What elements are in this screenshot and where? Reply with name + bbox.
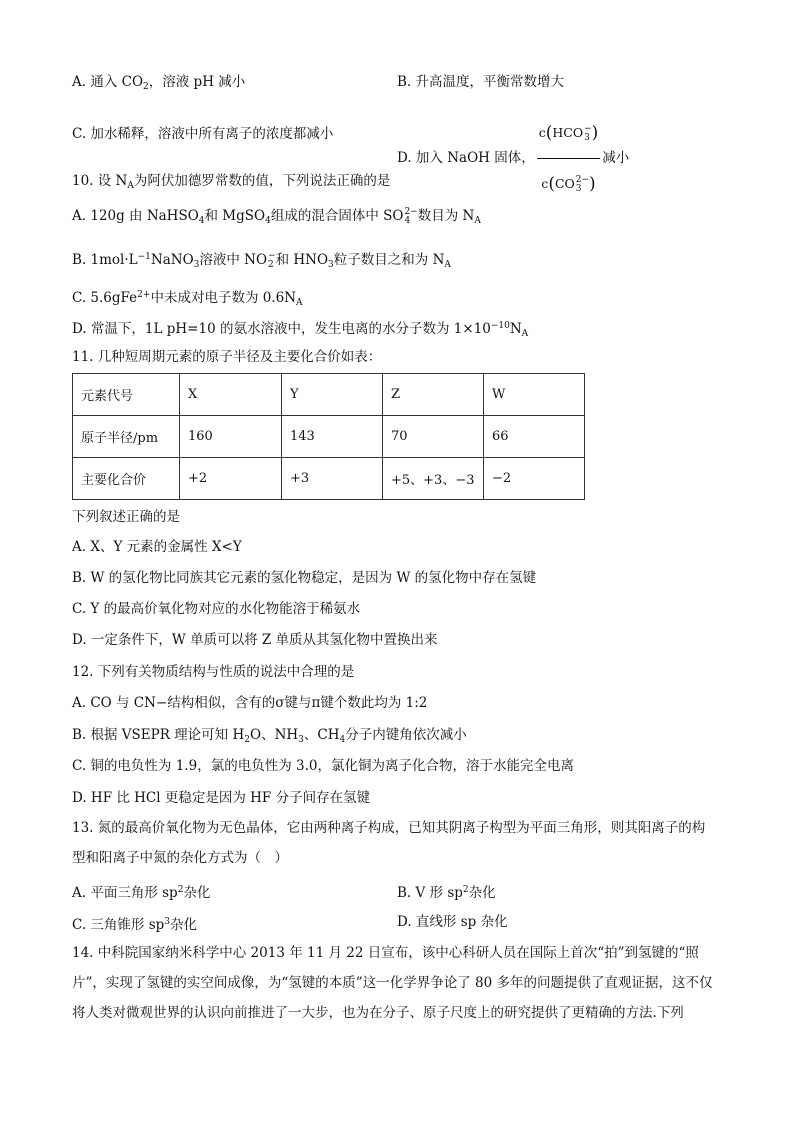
superscript: 2	[462, 885, 469, 895]
text: 杂化	[183, 885, 211, 901]
superscript: −1	[137, 252, 151, 262]
text: B. 根据 VSEPR 理论可知 H	[72, 727, 245, 743]
superscript: −10	[490, 321, 510, 331]
subscript: 2	[143, 82, 149, 92]
subscript: 3	[193, 260, 200, 270]
q13-option-b	[397, 881, 496, 902]
table-header-row	[73, 374, 585, 416]
q11-option-a: A. X、Y 元素的金属性 X<Y	[72, 539, 242, 555]
q9-option-b: B. 升高温度，平衡常数增大	[397, 74, 565, 90]
table-cell: 66	[484, 416, 585, 458]
text: A. 平面三角形 sp	[72, 885, 178, 901]
table-cell: 143	[282, 416, 383, 458]
subscript: 2	[268, 259, 274, 270]
q12-option-a: A. CO 与 CN−结构相似，含有的σ键与π键个数此均为 1:2	[72, 695, 428, 711]
text: 溶液中 NO	[199, 252, 268, 268]
text: 粒子数目之和为 N	[333, 252, 445, 268]
text: 杂化	[468, 885, 496, 901]
paren: (	[545, 123, 553, 143]
subscript: 4	[404, 215, 411, 226]
table-cell: W	[484, 374, 585, 416]
subscript: A	[474, 216, 481, 226]
q13-option-a	[72, 881, 210, 902]
subscript: 4	[198, 216, 205, 226]
subscript: A	[444, 260, 451, 270]
q10-option-a	[72, 207, 481, 230]
charge: −	[268, 250, 276, 261]
q13-option-d: D. 直线形 sp 杂化	[397, 914, 508, 930]
text: 数目为 N	[417, 208, 475, 224]
q9-option-a	[72, 73, 245, 96]
q10-option-c	[72, 286, 303, 312]
subscript: 3	[584, 132, 590, 143]
subscript: 3	[575, 183, 582, 194]
superscript: 3	[164, 917, 171, 927]
table-row	[73, 416, 585, 458]
fraction-numerator	[537, 110, 601, 159]
q10-option-b	[72, 248, 451, 274]
q12-option-c: C. 铜的电负性为 1.9，氯的电负性为 3.0，氯化铜为离子化合物，溶于水能完全电离	[72, 758, 574, 774]
table-cell: Z	[383, 374, 484, 416]
ion: CO	[554, 176, 575, 191]
q13-stem: 13. 氮的最高价氧化物为无色晶体，它由两种离子构成，已知其阴离子构型为平面三角形，则其阳离子的构型和阳离子中氮的杂化方式为（ ）	[72, 820, 706, 866]
subscript: 2	[244, 735, 250, 745]
q11-option-d: D. 一定条件下，W 单质可以将 Z 单质从其氢化物中置换出来	[72, 632, 438, 648]
text: 分子内键角依次减小	[345, 727, 467, 743]
element-table	[72, 373, 585, 500]
text: 和 HNO	[275, 252, 329, 268]
q11-after-table: 下列叙述正确的是	[72, 509, 180, 525]
subscript: 3	[328, 260, 334, 270]
q10-stem	[72, 172, 390, 195]
ion-charge	[268, 252, 276, 270]
q9-option-a-text: ，溶液 pH 减小	[148, 74, 246, 90]
table-cell: Y	[282, 374, 383, 416]
table-cell: +5、+3、−3	[383, 458, 484, 500]
ion: HCO	[552, 125, 584, 140]
table-cell: −2	[484, 458, 585, 500]
q10-stem-text: 为阿伏加德罗常数的值，下列说法正确的是	[133, 173, 391, 189]
table-cell: +3	[282, 458, 383, 500]
q13-option-c	[72, 913, 197, 934]
superscript: 2	[177, 885, 184, 895]
text: D. 常温下，1L pH=10 的氨水溶液中，发生电离的水分子数为 1×10	[72, 321, 491, 337]
paren: )	[591, 123, 599, 143]
text: NaNO	[150, 252, 194, 268]
text: 和 MgSO	[204, 208, 266, 224]
subscript: A	[521, 329, 529, 339]
superscript: 2+	[137, 290, 151, 300]
q14-text: 14. 中科院国家纳米科学中心 2013 年 11 月 22 日宣布，该中心科研人员在国际上首次“拍”到氢键的“照片”，实现了氢键的实空间成像，为“氢键的本质”这一化学界争论了 80 多年的问题提供了直观证据，这不仅将人类对微观世界的认识向前推进了一大步，也为在分子、原子尺度上的研究提供了更精确的方法.下列	[72, 945, 713, 1021]
subscript: A	[127, 181, 134, 191]
paren: (	[548, 174, 555, 194]
ion-charge	[404, 208, 417, 226]
table-row	[73, 458, 585, 500]
q9-option-a-text: A. 通入 CO	[72, 74, 144, 90]
q9-option-d-text: D. 加入 NaOH 固体，	[397, 150, 535, 166]
fraction-denominator	[539, 159, 597, 207]
table-cell: X	[180, 374, 282, 416]
text: 杂化	[170, 917, 198, 933]
q9-option-c: C. 加水稀释，溶液中所有离子的浓度都减小	[72, 126, 334, 142]
q12-option-b	[72, 726, 467, 749]
text: B. V 形 sp	[397, 885, 463, 901]
text: 组成的混合固体中 SO	[270, 208, 404, 224]
q10-stem-text: 10. 设 N	[72, 173, 128, 189]
q9-option-d	[397, 110, 629, 207]
text: A. 120g 由 NaHSO	[72, 208, 199, 224]
table-cell: 主要化合价	[73, 458, 180, 500]
table-cell: +2	[180, 458, 282, 500]
text: 、CH	[303, 727, 340, 743]
charge: −	[584, 123, 592, 134]
q11-option-c: C. Y 的最高价氧化物对应的水化物能溶于稀氨水	[72, 601, 361, 617]
ion-charge	[576, 176, 589, 194]
table-cell: 160	[180, 416, 282, 458]
q12-option-d: D. HF 比 HCl 更稳定是因为 HF 分子间存在氢键	[72, 790, 371, 806]
text: N	[509, 321, 522, 337]
subscript: 3	[298, 735, 304, 745]
table-cell: 70	[383, 416, 484, 458]
ion-charge	[584, 125, 592, 143]
charge: 2−	[404, 206, 418, 217]
c-symbol: c	[538, 125, 546, 140]
subscript: A	[296, 298, 303, 308]
charge: 2−	[575, 174, 590, 185]
q10-option-d	[72, 317, 528, 343]
table-cell: 元素代号	[73, 374, 180, 416]
q11-stem: 11. 几种短周期元素的原子半径及主要化合价如表：	[72, 349, 382, 365]
text: B. 1mol·L	[72, 252, 138, 268]
text: 中未成对电子数为 0.6N	[150, 290, 297, 306]
text: C. 5.6gFe	[72, 290, 138, 306]
q12-stem: 12. 下列有关物质结构与性质的说法中合理的是	[72, 664, 355, 680]
text: C. 三角锥形 sp	[72, 917, 165, 933]
subscript: 4	[339, 735, 346, 745]
q9-option-d-text: 减小	[602, 150, 630, 166]
q11-option-b: B. W 的氢化物比同族其它元素的氢化物稳定，是因为 W 的氢化物中存在氢键	[72, 570, 537, 586]
subscript: 4	[265, 216, 271, 226]
table-cell: 原子半径/pm	[73, 416, 180, 458]
c-symbol: c	[541, 176, 549, 191]
fraction	[537, 110, 601, 207]
text: O、NH	[250, 727, 299, 743]
paren: )	[589, 174, 596, 194]
